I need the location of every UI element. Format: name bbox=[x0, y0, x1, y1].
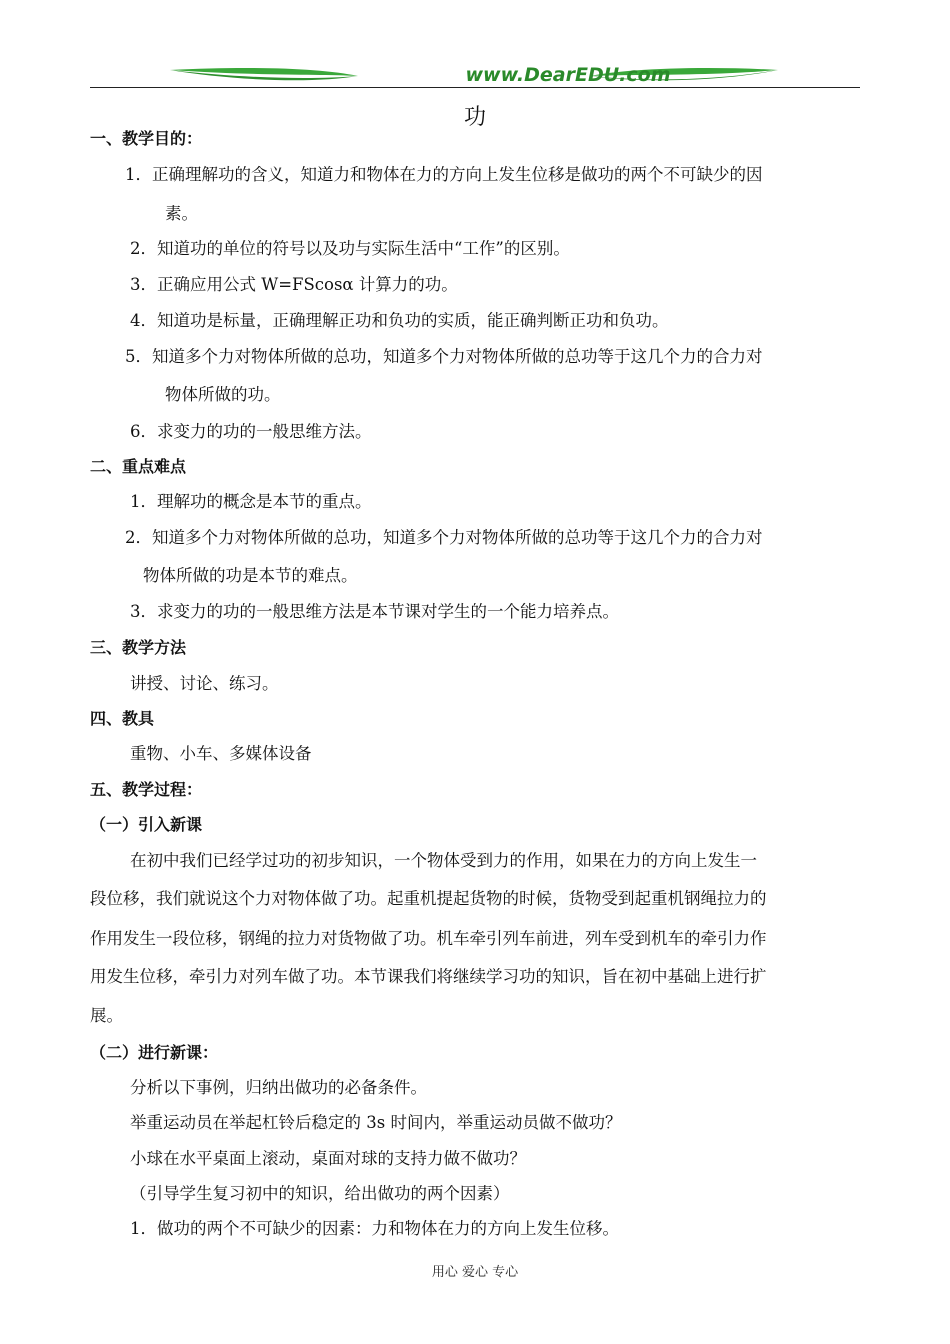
text-line: 重物、小车、多媒体设备 bbox=[130, 744, 312, 763]
text-line: 小球在水平桌面上滚动，桌面对球的支持力做不做功？ bbox=[130, 1149, 526, 1168]
section-heading: 三、教学方法 bbox=[90, 638, 187, 657]
text-line: 1．做功的两个不可缺少的因素：力和物体在力的方向上发生位移。 bbox=[130, 1219, 619, 1238]
paragraph-line: 展。 bbox=[90, 1006, 123, 1025]
section-heading: 一、教学目的： bbox=[90, 129, 203, 148]
text-line: 1．理解功的概念是本节的重点。 bbox=[130, 492, 372, 511]
paragraph-line: 作用发生一段位移，钢绳的拉力对货物做了功。机车牵引列车前进，列车受到机车的牵引力作 bbox=[90, 929, 767, 948]
text-line: 素。 bbox=[165, 204, 198, 223]
text-line: 分析以下事例，归纳出做功的必备条件。 bbox=[130, 1078, 427, 1097]
subsection-heading: （一）引入新课 bbox=[90, 815, 203, 834]
text-line: 物体所做的功是本节的难点。 bbox=[143, 566, 358, 585]
text-line: 2．知道功的单位的符号以及功与实际生活中“工作”的区别。 bbox=[130, 239, 570, 258]
paragraph-line: 在初中我们已经学过功的初步知识，一个物体受到力的作用，如果在力的方向上发生一 bbox=[130, 851, 757, 870]
text-line: 讲授、讨论、练习。 bbox=[130, 674, 279, 693]
section-heading: 五、教学过程： bbox=[90, 780, 203, 799]
page-title: 功 bbox=[463, 105, 486, 130]
site-logo-text: www.DearEDU.com bbox=[465, 64, 671, 86]
text-line: （引导学生复习初中的知识，给出做功的两个因素） bbox=[130, 1184, 510, 1203]
text-line: 3．求变力的功的一般思维方法是本节课对学生的一个能力培养点。 bbox=[130, 602, 619, 621]
text-line: 举重运动员在举起杠铃后稳定的 3s 时间内，举重运动员做不做功？ bbox=[130, 1113, 622, 1132]
text-line: 5．知道多个力对物体所做的总功，知道多个力对物体所做的总功等于这几个力的合力对 bbox=[125, 347, 763, 366]
paragraph-line: 用发生位移，牵引力对列车做了功。本节课我们将继续学习功的知识，旨在初中基础上进行扩 bbox=[90, 967, 767, 986]
header-rule bbox=[90, 87, 860, 88]
text-line: 1．正确理解功的含义，知道力和物体在力的方向上发生位移是做功的两个不可缺少的因 bbox=[125, 165, 763, 184]
section-heading: 二、重点难点 bbox=[90, 457, 187, 476]
text-line: 4．知道功是标量，正确理解正功和负功的实质，能正确判断正功和负功。 bbox=[130, 311, 669, 330]
paragraph-line: 段位移，我们就说这个力对物体做了功。起重机提起货物的时候，货物受到起重机钢绳拉力的 bbox=[90, 889, 767, 908]
text-line: 2．知道多个力对物体所做的总功，知道多个力对物体所做的总功等于这几个力的合力对 bbox=[125, 528, 763, 547]
text-line: 6．求变力的功的一般思维方法。 bbox=[130, 422, 372, 441]
text-line: 物体所做的功。 bbox=[165, 385, 281, 404]
text-line: 3．正确应用公式 W=FScosα 计算力的功。 bbox=[130, 275, 458, 294]
section-heading: 四、教具 bbox=[90, 709, 155, 728]
page-footer: 用心 爱心 专心 bbox=[431, 1265, 519, 1280]
subsection-heading: （二）进行新课： bbox=[90, 1043, 219, 1062]
